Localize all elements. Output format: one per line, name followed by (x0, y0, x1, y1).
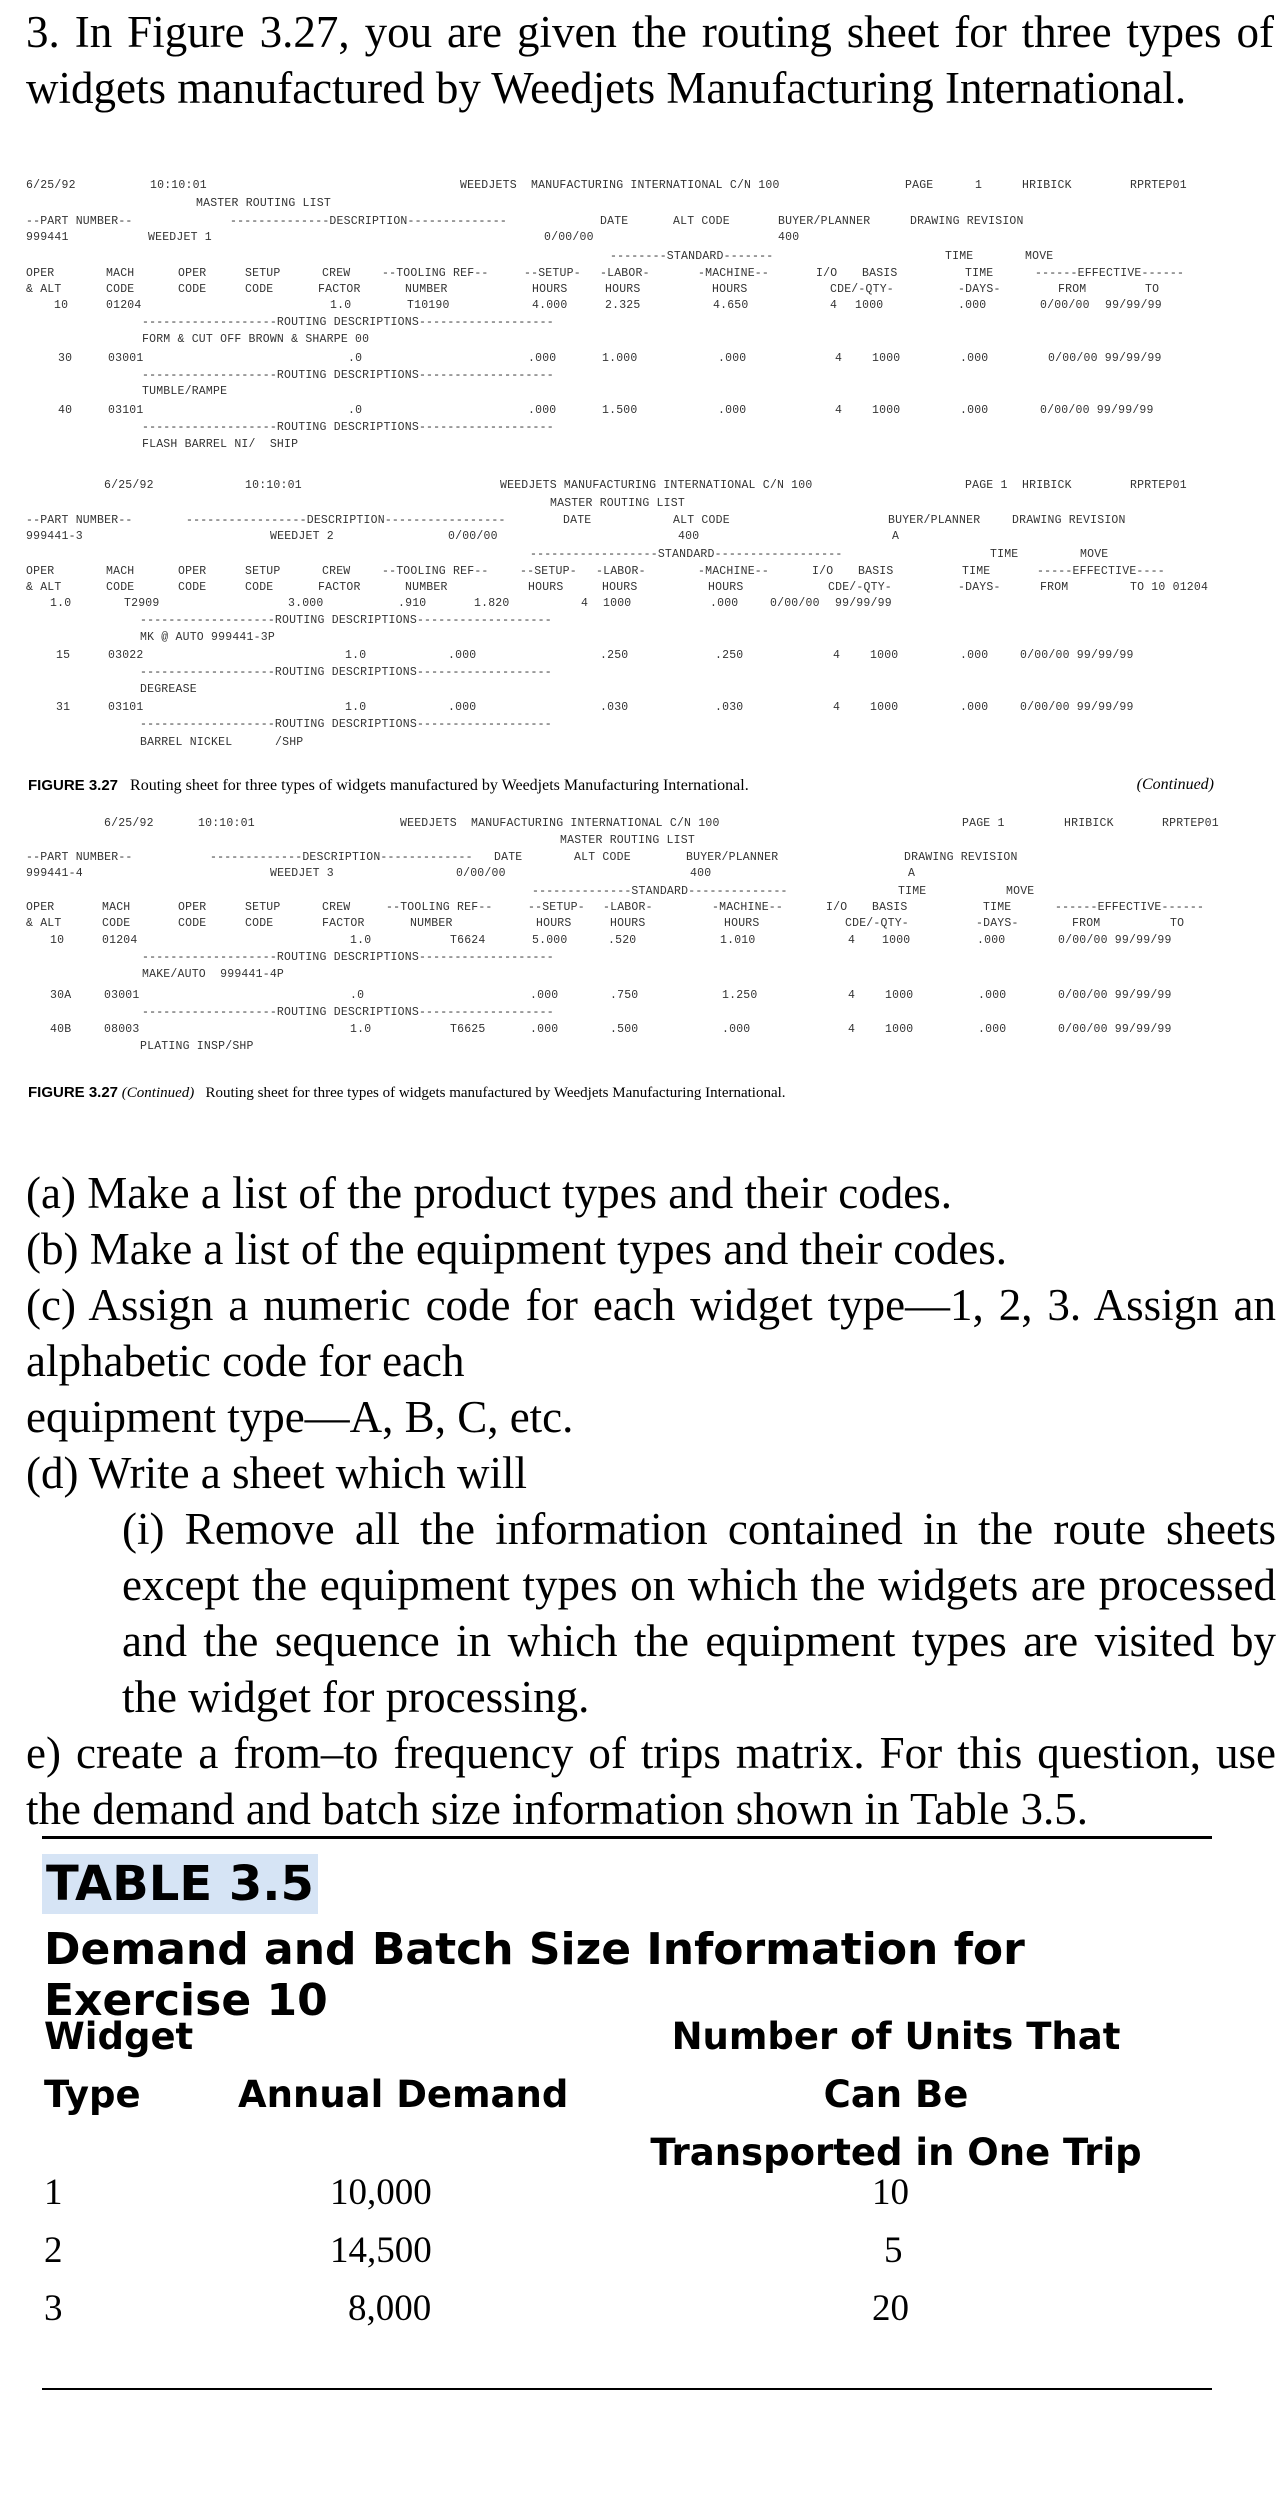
cell: .000 (718, 404, 747, 417)
table-label: TABLE 3.5 (42, 1854, 318, 1914)
cell: 2.325 (605, 299, 641, 312)
cell-demand: 14,500 (330, 2230, 432, 2271)
cell: ALT CODE (673, 514, 730, 527)
cell: ------EFFECTIVE------ (1035, 267, 1185, 280)
cell: 400 (690, 867, 712, 880)
cell: PLATING INSP/SHP (140, 1040, 254, 1053)
cell: 0/00/00 99/99/99 (1020, 649, 1134, 662)
cell: 400 (678, 530, 700, 543)
cell: 1000 (885, 1023, 914, 1036)
cell-units: 10 (872, 2172, 909, 2213)
cell: HRIBICK (1022, 179, 1072, 192)
cell: CODE (178, 581, 207, 594)
cell: CREW (322, 267, 351, 280)
cell: SETUP (245, 267, 281, 280)
cell-units: 5 (884, 2230, 903, 2271)
cell: NUMBER (405, 283, 448, 296)
continued-label: (Continued) (121, 1085, 195, 1101)
cell: 1000 (872, 404, 901, 417)
cell: .000 (978, 1023, 1007, 1036)
cell: 1.500 (602, 404, 638, 417)
cell: OPER (26, 901, 55, 914)
cell: 10:10:01 (245, 479, 302, 492)
cell: 0/00/00 99/99/99 (1040, 404, 1154, 417)
cell: HOURS (708, 581, 744, 594)
cell: -------------------ROUTING DESCRIPTIONS------------------- (140, 666, 552, 679)
cell: MOVE (1006, 885, 1035, 898)
cell: --TOOLING REF-- (386, 901, 493, 914)
part-d: (d) Write a sheet which will (26, 1448, 527, 1498)
cell: 1.0 (350, 934, 372, 947)
cell: 0/00/00 99/99/99 (1058, 989, 1172, 1002)
cell: 03101 (108, 404, 144, 417)
cell: .0 (348, 404, 363, 417)
cell: CODE (245, 917, 274, 930)
cell: -------------------ROUTING DESCRIPTIONS------------------- (142, 369, 554, 382)
cell: 10:10:01 (198, 817, 255, 830)
cell: HOURS (532, 283, 568, 296)
cell: -LABOR- (596, 565, 646, 578)
cell: 99/99/99 (1105, 299, 1162, 312)
cell: PAGE (905, 179, 934, 192)
cell: 6/25/92 (104, 817, 154, 830)
cell: 1000 (872, 352, 901, 365)
cell: -----EFFECTIVE---- (1037, 565, 1165, 578)
cell: T6625 (450, 1023, 486, 1036)
cell: CODE (106, 283, 135, 296)
cell: DEGREASE (140, 683, 197, 696)
cell: TO 10 01204 (1130, 581, 1209, 594)
cell: 0/00/00 99/99/99 (1058, 934, 1172, 947)
cell: -DAYS- (958, 283, 1001, 296)
cell: -LABOR- (603, 901, 653, 914)
continued-label: (Continued) (1136, 776, 1214, 793)
figure-caption-2 (28, 1083, 786, 1103)
cell: -------------------ROUTING DESCRIPTIONS------------------- (142, 1006, 554, 1019)
cell: --PART NUMBER-- (26, 514, 133, 527)
header-line: Transported in One Trip (650, 2131, 1142, 2174)
cell: 10 (54, 299, 69, 312)
cell: -----------------DESCRIPTION----------------- (186, 514, 506, 527)
cell: CDE/-QTY- (830, 283, 894, 296)
cell: MASTER ROUTING LIST (560, 834, 695, 847)
cell: .000 (958, 299, 987, 312)
cell: FACTOR (322, 917, 365, 930)
cell: PAGE 1 (962, 817, 1005, 830)
cell: WEEDJET 2 (270, 530, 334, 543)
cell: 10:10:01 (150, 179, 207, 192)
cell: I/O (816, 267, 838, 280)
cell: --TOOLING REF-- (382, 267, 489, 280)
header-annual-demand: Annual Demand (238, 2073, 569, 2116)
cell: 0/00/00 (544, 231, 594, 244)
cell: 1000 (882, 934, 911, 947)
part-a: (a) Make a list of the product types and their codes. (26, 1168, 952, 1218)
routing-sheet-weedjet-1 (0, 179, 1284, 451)
cell: 15 (56, 649, 71, 662)
cell: 1 (975, 179, 983, 192)
part-c: (c) Assign a numeric code for each widget type—1, 2, 3. Assign an alphabetic code for each (26, 1280, 1276, 1386)
cell: 0/00/00 (1040, 299, 1090, 312)
cell: .000 (710, 597, 739, 610)
cell: 1.0 (50, 597, 72, 610)
cell: 30 (58, 352, 73, 365)
caption-text: Routing sheet for three types of widgets manufactured by Weedjets Manufacturing International. (205, 1085, 786, 1101)
cell: CDE/-QTY- (828, 581, 892, 594)
question-text: 3. In Figure 3.27, you are given the routing sheet for three types of widgets manufactured by Weedjets Manufacturing International. (26, 7, 1274, 113)
cell: 40 (58, 404, 73, 417)
cell: 40B (50, 1023, 72, 1036)
cell: CODE (178, 917, 207, 930)
cell: BASIS (862, 267, 898, 280)
cell: HRIBICK (1064, 817, 1114, 830)
cell: .000 (722, 1023, 751, 1036)
cell: DATE (563, 514, 592, 527)
cell: DATE (600, 215, 629, 228)
cell: 4 (833, 649, 841, 662)
cell: NUMBER (410, 917, 453, 930)
cell: TIME (965, 267, 994, 280)
cell: 3.000 (288, 597, 324, 610)
cell: CODE (178, 283, 207, 296)
cell: SETUP (245, 565, 281, 578)
cell: 6/25/92 (26, 179, 76, 192)
part-b: (b) Make a list of the equipment types and their codes. (26, 1224, 1007, 1274)
cell: 6/25/92 (104, 479, 154, 492)
cell: -MACHINE-- (698, 565, 770, 578)
cell: .0 (350, 989, 365, 1002)
cell: & ALT (26, 581, 62, 594)
cell: OPER (26, 565, 55, 578)
cell: .520 (608, 934, 637, 947)
cell: 4 (848, 989, 856, 1002)
cell: .0 (348, 352, 363, 365)
cell: MACH (102, 901, 131, 914)
cell: I/O (826, 901, 848, 914)
cell: .000 (960, 352, 989, 365)
part-e: e) create a from–to frequency of trips matrix. For this question, use the demand and batch size information shown in Table 3.5. (26, 1728, 1276, 1834)
part-d-i: (i) Remove all the information contained in the route sheets except the equipment types on which the widgets are processed and the sequence in which the equipment types are visited by the widget for processing. (122, 1504, 1276, 1722)
cell: TIME (898, 885, 927, 898)
cell: -MACHINE-- (698, 267, 770, 280)
cell: 999441 (26, 231, 69, 244)
cell: --PART NUMBER-- (26, 215, 133, 228)
cell: BUYER/PLANNER (686, 851, 779, 864)
cell: .030 (715, 701, 744, 714)
cell: RPRTEP01 (1162, 817, 1219, 830)
cell: HOURS (724, 917, 760, 930)
header-widget-type (44, 2008, 193, 2124)
cell: 1.820 (474, 597, 510, 610)
cell: A (892, 530, 900, 543)
cell: .030 (600, 701, 629, 714)
cell-type: 2 (44, 2230, 63, 2271)
header-line: Number of Units That Can Be (671, 2015, 1121, 2116)
cell: -------------DESCRIPTION------------- (210, 851, 473, 864)
cell: 4 (835, 352, 843, 365)
routing-sheet-weedjet-2 (0, 479, 1284, 749)
cell: 1.250 (722, 989, 758, 1002)
cell: .000 (528, 404, 557, 417)
cell: 0/00/00 99/99/99 (1020, 701, 1134, 714)
cell: & ALT (26, 917, 62, 930)
header-units-per-trip (636, 2008, 1156, 2182)
cell: .000 (960, 701, 989, 714)
cell: .910 (398, 597, 427, 610)
cell: .000 (978, 989, 1007, 1002)
cell: 03101 (108, 701, 144, 714)
cell: MASTER ROUTING LIST (196, 197, 331, 210)
table-title: Demand and Batch Size Information for Exercise 10 (44, 1924, 1025, 2026)
cell: .750 (610, 989, 639, 1002)
cell: CODE (106, 581, 135, 594)
table-bottom-rule (42, 2388, 1212, 2390)
cell: RPRTEP01 (1130, 179, 1187, 192)
cell: DRAWING REVISION (1012, 514, 1126, 527)
cell: DRAWING REVISION (910, 215, 1024, 228)
cell: 4 (833, 701, 841, 714)
cell: 1.0 (350, 1023, 372, 1036)
cell: -------------------ROUTING DESCRIPTIONS------------------- (140, 718, 552, 731)
cell: CDE/-QTY- (845, 917, 909, 930)
cell: WEEDJET 3 (270, 867, 334, 880)
cell: 0/00/00 99/99/99 (1048, 352, 1162, 365)
cell: .500 (610, 1023, 639, 1036)
cell: 99/99/99 (835, 597, 892, 610)
cell: --------------DESCRIPTION-------------- (230, 215, 507, 228)
cell: OPER (178, 901, 207, 914)
cell: -------------------ROUTING DESCRIPTIONS------------------- (142, 951, 554, 964)
cell: 4 (581, 597, 589, 610)
cell: MACH (106, 267, 135, 280)
cell: 1.010 (720, 934, 756, 947)
cell: DATE (494, 851, 523, 864)
cell: .250 (600, 649, 629, 662)
cell: -DAYS- (976, 917, 1019, 930)
cell-demand: 10,000 (330, 2172, 432, 2213)
cell: 30A (50, 989, 72, 1002)
cell: WEEDJETS MANUFACTURING INTERNATIONAL C/N 100 (500, 479, 813, 492)
header-line: Type (44, 2073, 141, 2116)
cell: --TOOLING REF-- (382, 565, 489, 578)
cell: -DAYS- (958, 581, 1001, 594)
cell: OPER (178, 565, 207, 578)
cell: 0/00/00 99/99/99 (1058, 1023, 1172, 1036)
cell: CODE (245, 581, 274, 594)
cell: T2909 (124, 597, 160, 610)
cell: .000 (718, 352, 747, 365)
cell: .000 (960, 404, 989, 417)
cell: TIME (945, 250, 974, 263)
cell: FACTOR (318, 283, 361, 296)
cell: NUMBER (405, 581, 448, 594)
figure-label: FIGURE 3.27 (28, 777, 119, 794)
cell: 0/00/00 (456, 867, 506, 880)
cell: MOVE (1025, 250, 1054, 263)
cell: --------------STANDARD-------------- (532, 885, 788, 898)
cell: MASTER ROUTING LIST (550, 497, 685, 510)
cell: WEEDJETS MANUFACTURING INTERNATIONAL C/N 100 (460, 179, 780, 192)
cell: 1.0 (330, 299, 352, 312)
cell: CODE (245, 283, 274, 296)
cell: HRIBICK (1022, 479, 1072, 492)
cell: 999441-3 (26, 530, 83, 543)
cell-type: 3 (44, 2288, 63, 2329)
cell: FLASH BARREL NI/ SHIP (142, 438, 299, 451)
cell: .000 (977, 934, 1006, 947)
cell: MOVE (1080, 548, 1109, 561)
cell: 1000 (855, 299, 884, 312)
cell: --------STANDARD------- (610, 250, 774, 263)
cell: WEEDJET 1 (148, 231, 212, 244)
cell: TO (1170, 917, 1185, 930)
cell: A (908, 867, 916, 880)
cell: 4 (848, 1023, 856, 1036)
cell: CODE (102, 917, 131, 930)
cell: MACH (106, 565, 135, 578)
cell: BARREL NICKEL (140, 736, 233, 749)
cell: -------------------ROUTING DESCRIPTIONS------------------- (140, 614, 552, 627)
cell: /SHP (275, 736, 304, 749)
cell: SETUP (245, 901, 281, 914)
routing-sheet-weedjet-3 (0, 817, 1284, 1053)
cell: HOURS (528, 581, 564, 594)
cell: FORM & CUT OFF BROWN & SHARPE 00 (142, 333, 370, 346)
cell: --SETUP- (520, 565, 577, 578)
cell: CREW (322, 565, 351, 578)
cell-demand: 8,000 (348, 2288, 432, 2329)
cell: --SETUP- (528, 901, 585, 914)
cell: 4 (848, 934, 856, 947)
cell: TUMBLE/RAMPE (142, 385, 228, 398)
cell: 03001 (108, 352, 144, 365)
cell: 4.650 (713, 299, 749, 312)
cell: ALT CODE (673, 215, 730, 228)
cell: HOURS (610, 917, 646, 930)
cell: CREW (322, 901, 351, 914)
cell: 1000 (885, 989, 914, 1002)
cell: 400 (778, 231, 800, 244)
cell: 1.0 (345, 649, 367, 662)
cell: -------------------ROUTING DESCRIPTIONS------------------- (142, 421, 554, 434)
cell: MAKE/AUTO 999441-4P (142, 968, 285, 981)
cell: BUYER/PLANNER (778, 215, 871, 228)
cell: -MACHINE-- (712, 901, 784, 914)
cell: WEEDJETS MANUFACTURING INTERNATIONAL C/N 100 (400, 817, 720, 830)
cell: & ALT (26, 283, 62, 296)
cell: HOURS (605, 283, 641, 296)
cell: TO (1145, 283, 1160, 296)
cell: 4 (835, 404, 843, 417)
cell: FACTOR (318, 581, 361, 594)
cell: T6624 (450, 934, 486, 947)
cell: 5.000 (532, 934, 568, 947)
cell: FROM (1058, 283, 1087, 296)
cell: PAGE 1 (965, 479, 1008, 492)
cell: 4.000 (532, 299, 568, 312)
figure-caption-1 (28, 776, 749, 796)
cell-type: 1 (44, 2172, 63, 2213)
cell: 1.0 (345, 701, 367, 714)
cell: -LABOR- (600, 267, 650, 280)
cell: 0/00/00 (448, 530, 498, 543)
cell: 03022 (108, 649, 144, 662)
cell: FROM (1072, 917, 1101, 930)
cell: TIME (983, 901, 1012, 914)
cell: 4 (830, 299, 838, 312)
cell: DRAWING REVISION (904, 851, 1018, 864)
exercise-parts (26, 1165, 1276, 1837)
cell: --SETUP- (524, 267, 581, 280)
cell: BASIS (858, 565, 894, 578)
part-c-continued: equipment type—A, B, C, etc. (26, 1392, 574, 1442)
cell: 1000 (870, 649, 899, 662)
cell: 01204 (106, 299, 142, 312)
cell: 0/00/00 (770, 597, 820, 610)
cell: 08003 (104, 1023, 140, 1036)
header-line: Widget (44, 2015, 194, 2058)
cell: 1.000 (602, 352, 638, 365)
cell: .000 (448, 649, 477, 662)
cell: MK @ AUTO 999441-3P (140, 631, 275, 644)
cell: ------------------STANDARD------------------ (530, 548, 843, 561)
cell: .000 (960, 649, 989, 662)
cell: .000 (448, 701, 477, 714)
caption-text: Routing sheet for three types of widgets manufactured by Weedjets Manufacturing International. (130, 777, 749, 794)
cell: HOURS (712, 283, 748, 296)
cell: T10190 (407, 299, 450, 312)
cell: 999441-4 (26, 867, 83, 880)
cell: -------------------ROUTING DESCRIPTIONS------------------- (142, 316, 554, 329)
cell: RPRTEP01 (1130, 479, 1187, 492)
cell: BUYER/PLANNER (888, 514, 981, 527)
cell: 1000 (603, 597, 632, 610)
cell: FROM (1040, 581, 1069, 594)
cell: ------EFFECTIVE------ (1055, 901, 1205, 914)
cell: 01204 (102, 934, 138, 947)
cell-units: 20 (872, 2288, 909, 2329)
cell: OPER (26, 267, 55, 280)
cell: 03001 (104, 989, 140, 1002)
cell: .000 (530, 1023, 559, 1036)
cell: .000 (528, 352, 557, 365)
table-top-rule (42, 1836, 1212, 1839)
cell: BASIS (872, 901, 908, 914)
cell: 10 (50, 934, 65, 947)
cell: HOURS (602, 581, 638, 594)
cell: I/O (812, 565, 834, 578)
cell: TIME (962, 565, 991, 578)
cell: HOURS (536, 917, 572, 930)
cell: --PART NUMBER-- (26, 851, 133, 864)
figure-label: FIGURE 3.27 (28, 1084, 119, 1101)
cell: .250 (715, 649, 744, 662)
cell: 1000 (870, 701, 899, 714)
cell: .000 (530, 989, 559, 1002)
cell: OPER (178, 267, 207, 280)
cell: 31 (56, 701, 71, 714)
cell: TIME (990, 548, 1019, 561)
cell: ALT CODE (574, 851, 631, 864)
